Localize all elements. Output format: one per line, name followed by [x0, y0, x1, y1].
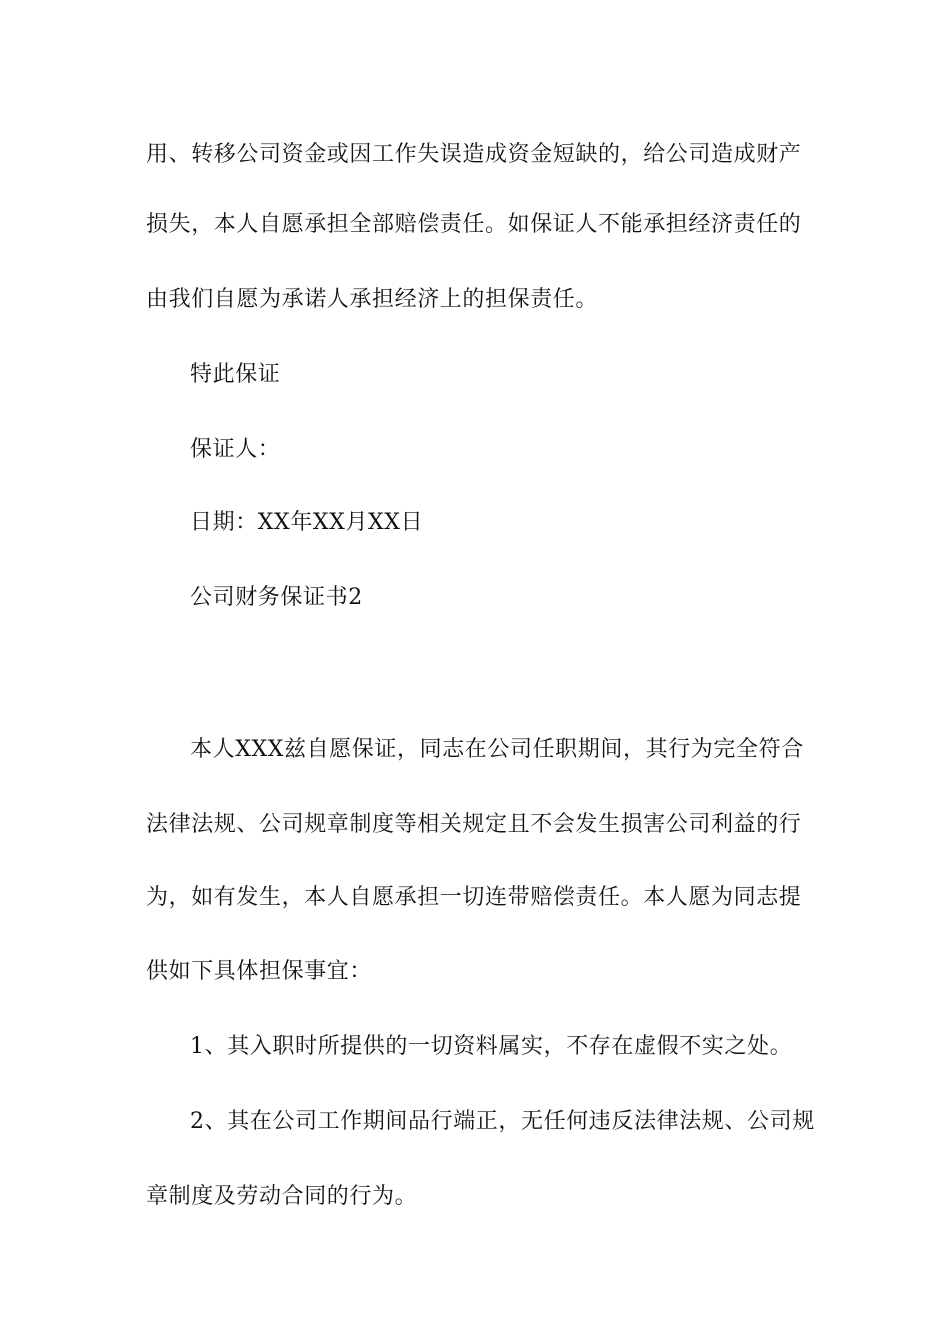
list-item: 1、其入职时所提供的一切资料属实，不存在虚假不实之处。 [190, 1034, 793, 1059]
paragraph-line: 为，如有发生，本人自愿承担一切连带赔偿责任。本人愿为同志提 [146, 885, 802, 910]
list-item: 2、其在公司工作期间品行端正，无任何违反法律法规、公司规 [190, 1109, 815, 1134]
paragraph-line: 用、转移公司资金或因工作失误造成资金短缺的，给公司造成财产 [146, 142, 802, 167]
paragraph-line: 由我们自愿为承诺人承担经济上的担保责任。 [146, 287, 599, 312]
paragraph-line: 章制度及劳动合同的行为。 [146, 1184, 418, 1209]
paragraph-line: 法律法规、公司规章制度等相关规定且不会发生损害公司利益的行 [146, 812, 802, 837]
guarantor-label: 保证人： [190, 437, 281, 462]
paragraph-line: 供如下具体担保事宜： [146, 959, 373, 984]
date-line: 日期：XX年XX月XX日 [190, 510, 424, 535]
paragraph-line: 本人XXX兹自愿保证，同志在公司任职期间，其行为完全符合 [190, 737, 804, 762]
closing-phrase: 特此保证 [190, 362, 281, 387]
section-title: 公司财务保证书2 [190, 585, 363, 610]
paragraph-line: 损失，本人自愿承担全部赔偿责任。如保证人不能承担经济责任的 [146, 212, 802, 237]
